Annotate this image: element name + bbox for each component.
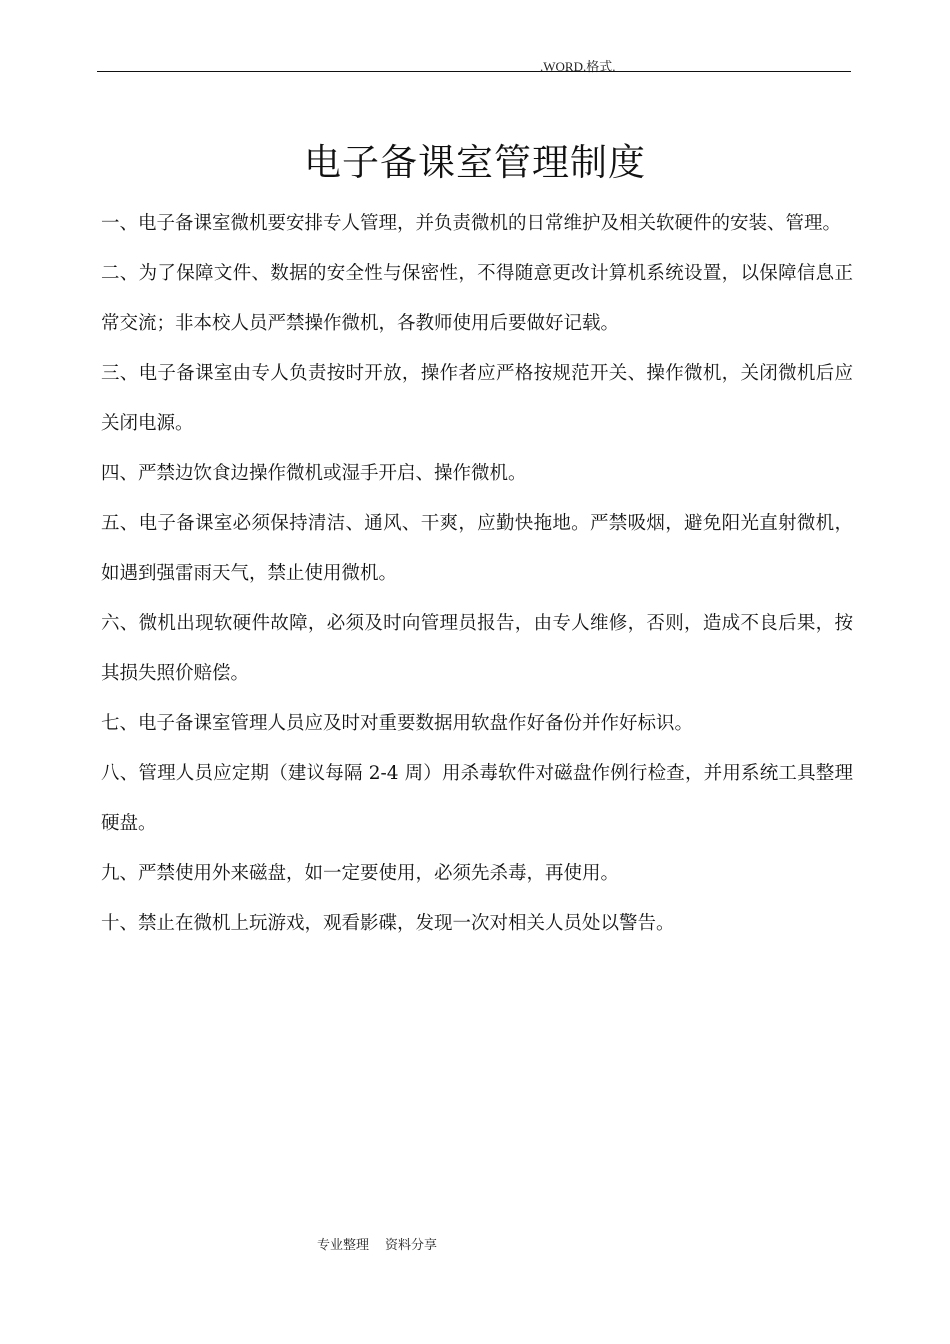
clause-8: 八、管理人员应定期（建议每隔 2-4 周）用杀毒软件对磁盘作例行检查，并用系统工具整理硬盘。 <box>101 763 853 834</box>
header-rule <box>97 71 851 72</box>
document-title: 电子备课室管理制度 <box>304 141 646 184</box>
footer-right-text: 资料分享 <box>385 1238 438 1253</box>
clause-9: 九、严禁使用外来磁盘，如一定要使用，必须先杀毒，再使用。 <box>101 863 620 884</box>
header-text: .WORD.格式. <box>540 59 616 74</box>
clause-3: 三、电子备课室由专人负责按时开放，操作者应严格按规范开关、操作微机，关闭微机后应关闭电源。 <box>101 363 853 434</box>
clause-7: 七、电子备课室管理人员应及时对重要数据用软盘作好备份并作好标识。 <box>101 713 694 734</box>
footer <box>317 1234 437 1253</box>
clause-10: 十、禁止在微机上玩游戏，观看影碟，发现一次对相关人员处以警告。 <box>101 913 675 934</box>
clause-1: 一、电子备课室微机要安排专人管理，并负责微机的日常维护及相关软硬件的安装、管理。 <box>101 213 842 234</box>
clause-2: 二、为了保障文件、数据的安全性与保密性，不得随意更改计算机系统设置，以保障信息正常交流；非本校人员严禁操作微机，各教师使用后要做好记载。 <box>101 263 853 334</box>
clause-6: 六、微机出现软硬件故障，必须及时向管理员报告，由专人维修，否则，造成不良后果，按其损失照价赔偿。 <box>101 613 853 684</box>
footer-left-text: 专业整理 <box>317 1238 370 1253</box>
clause-4: 四、严禁边饮食边操作微机或湿手开启、操作微机。 <box>101 463 527 484</box>
clause-list <box>101 199 853 949</box>
clause-5: 五、电子备课室必须保持清洁、通风、干爽，应勤快拖地。严禁吸烟，避免阳光直射微机，如遇到强雷雨天气，禁止使用微机。 <box>101 513 853 584</box>
